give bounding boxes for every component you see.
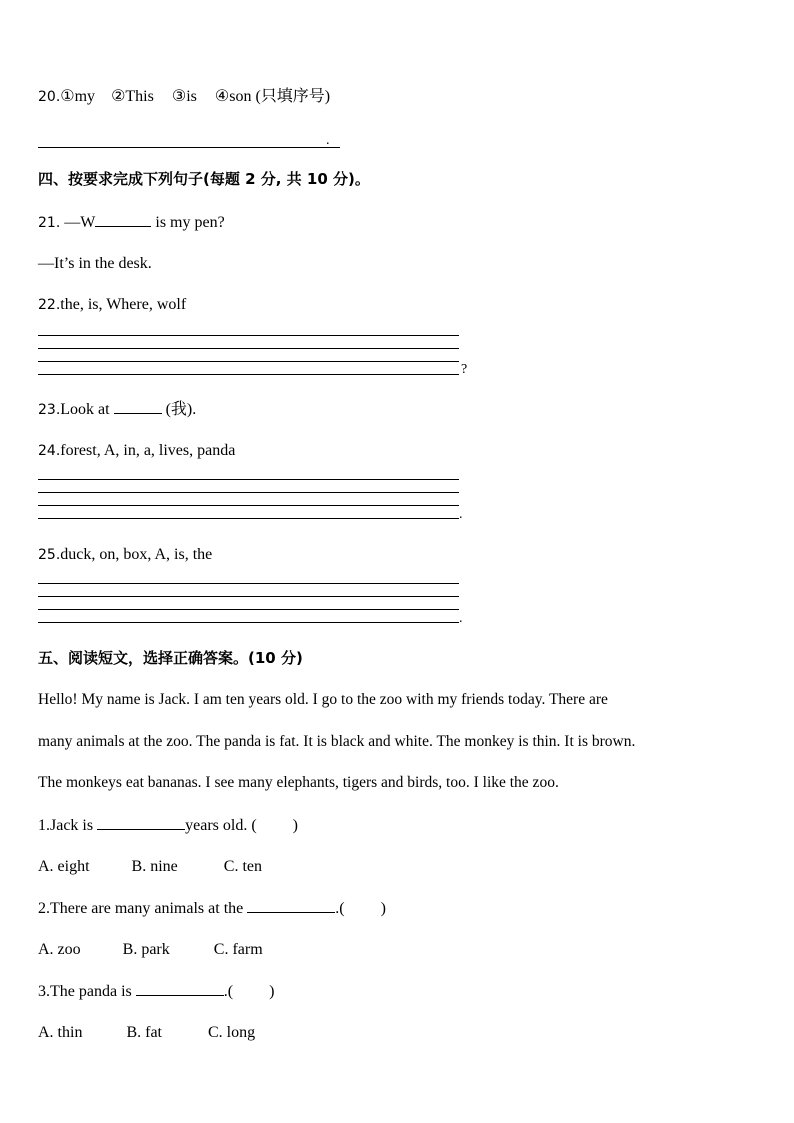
option-b[interactable]: B. nine xyxy=(131,858,178,875)
question-21 xyxy=(38,212,225,233)
section-4-heading: 四、按要求完成下列句子(每题 2 分, 共 10 分)。 xyxy=(38,170,370,188)
paren-close: ) xyxy=(380,900,386,917)
option-a[interactable]: A. zoo xyxy=(38,941,81,958)
option-b[interactable]: B. fat xyxy=(126,1024,162,1041)
reading-question-1 xyxy=(38,815,298,836)
question-prefix: Look at xyxy=(60,401,114,418)
question-20 xyxy=(38,87,330,107)
period-mark: . xyxy=(459,507,463,522)
paren-close: ) xyxy=(292,817,298,834)
period-mark: . xyxy=(459,611,463,626)
writing-line xyxy=(38,361,459,362)
question-stem: 2.There are many animals at the xyxy=(38,900,248,917)
question-23 xyxy=(38,399,196,420)
question-22 xyxy=(38,295,186,315)
option-a[interactable]: A. eight xyxy=(38,858,90,875)
answer-line[interactable] xyxy=(38,147,340,148)
passage-line-3: The monkeys eat bananas. I see many elephants, tigers and birds, too. I like the zoo. xyxy=(38,774,559,791)
section-5-heading: 五、阅读短文，选择正确答案。(10 分) xyxy=(38,649,303,667)
writing-line[interactable] xyxy=(38,479,459,480)
writing-line xyxy=(38,505,459,506)
fill-blank[interactable] xyxy=(136,981,224,996)
option-b[interactable]: B. park xyxy=(122,941,170,958)
fill-blank[interactable] xyxy=(247,898,335,913)
question-number: 25. xyxy=(38,547,61,563)
question-number: 21. xyxy=(38,215,61,231)
writing-line xyxy=(38,374,459,375)
option-2: ②This xyxy=(111,88,154,105)
option-c[interactable]: C. ten xyxy=(223,858,262,875)
writing-line xyxy=(38,518,459,519)
question-stem: 3.The panda is xyxy=(38,983,136,1000)
question-number: 20. xyxy=(38,89,61,105)
question-24 xyxy=(38,441,235,461)
question-stem: 1.Jack is xyxy=(38,817,98,834)
reading-question-2 xyxy=(38,898,386,919)
period-mark: . xyxy=(326,133,330,148)
paren-close: ) xyxy=(269,983,275,1000)
fill-blank[interactable] xyxy=(95,212,151,227)
writing-line[interactable] xyxy=(38,583,459,584)
question-number: 23. xyxy=(38,402,61,418)
question-suffix: is my pen? xyxy=(155,214,225,231)
reading-question-2-options xyxy=(38,940,263,960)
writing-line xyxy=(38,492,459,493)
instruction-note: (只填序号) xyxy=(255,88,331,105)
word-list: duck, on, box, A, is, the xyxy=(60,546,213,563)
question-suffix: (我). xyxy=(165,401,197,418)
writing-line[interactable] xyxy=(38,335,459,336)
option-3: ③is xyxy=(171,88,197,105)
question-stem-end: years old. ( xyxy=(185,817,257,834)
option-1: ①my xyxy=(60,88,96,105)
question-number: 24. xyxy=(38,443,61,459)
reading-question-3 xyxy=(38,981,274,1002)
question-stem-end: .( xyxy=(335,900,345,917)
option-a[interactable]: A. thin xyxy=(38,1024,83,1041)
fill-blank[interactable] xyxy=(114,399,162,414)
option-4: ④son xyxy=(214,88,252,105)
word-list: forest, A, in, a, lives, panda xyxy=(60,442,236,459)
question-mark: ? xyxy=(461,362,468,377)
question-21-answer: —It’s in the desk. xyxy=(38,255,152,272)
question-25 xyxy=(38,545,212,565)
reading-question-1-options xyxy=(38,857,262,877)
reading-question-3-options xyxy=(38,1023,255,1043)
option-c[interactable]: C. long xyxy=(208,1024,256,1041)
option-c[interactable]: C. farm xyxy=(213,941,263,958)
writing-line xyxy=(38,609,459,610)
question-prefix: —W xyxy=(60,214,96,231)
question-stem-end: .( xyxy=(223,983,234,1000)
writing-line xyxy=(38,348,459,349)
passage-line-2: many animals at the zoo. The panda is fat. It is black and white. The monkey is thin. It is brown. xyxy=(38,733,636,750)
writing-line xyxy=(38,622,459,623)
word-list: the, is, Where, wolf xyxy=(60,296,187,313)
writing-line xyxy=(38,596,459,597)
passage-line-1: Hello! My name is Jack. I am ten years old. I go to the zoo with my friends today. There are xyxy=(38,691,608,708)
fill-blank[interactable] xyxy=(97,815,185,830)
question-number: 22. xyxy=(38,297,61,313)
